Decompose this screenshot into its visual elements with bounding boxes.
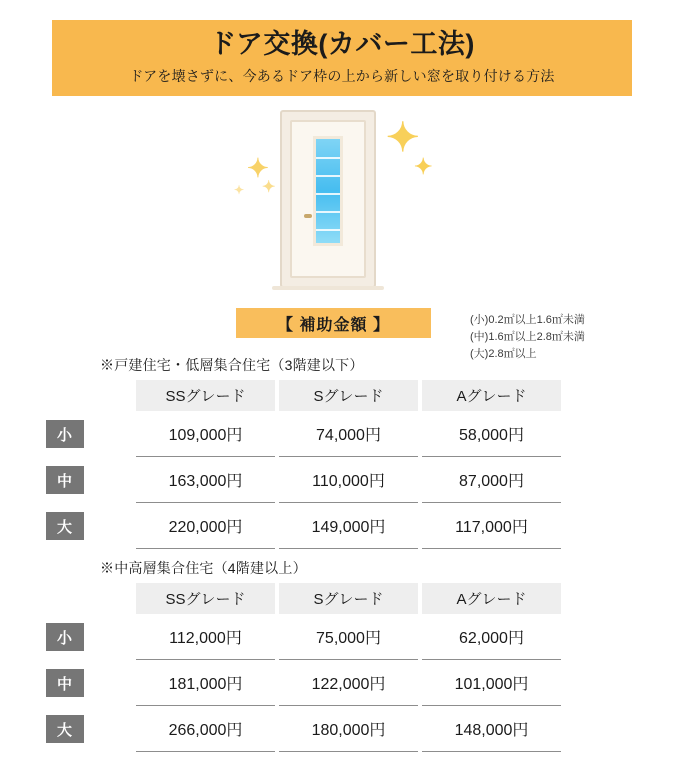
sparkle-icon: ✦ xyxy=(234,183,245,197)
column-header-a: Aグレード xyxy=(422,583,561,614)
door-frame-icon xyxy=(280,110,376,288)
sparkle-icon: ✦ xyxy=(247,153,269,183)
column-header-ss: SSグレード xyxy=(136,380,275,411)
column-header-s: Sグレード xyxy=(279,583,418,614)
table-cell: 112,000円 xyxy=(136,614,275,660)
door-handle-icon xyxy=(304,214,312,218)
table-cell: 58,000円 xyxy=(422,411,561,457)
table-cell: 62,000円 xyxy=(422,614,561,660)
row-size-badge: 小 xyxy=(46,623,84,651)
section-note-midrise: ※中高層集合住宅（4階建以上） xyxy=(100,560,307,576)
size-legend-medium: (中)1.6㎡以上2.8㎡未満 xyxy=(470,331,585,344)
column-header-a: Aグレード xyxy=(422,380,561,411)
sparkle-icon: ✦ xyxy=(386,116,420,160)
door-illustration xyxy=(0,100,683,295)
table-cell: 117,000円 xyxy=(422,503,561,549)
table-header-row xyxy=(136,380,561,411)
page-title: ドア交換(カバー工法) xyxy=(209,28,475,59)
table-cell: 181,000円 xyxy=(136,660,275,706)
sparkle-icon: ✦ xyxy=(414,154,433,179)
table-cell: 75,000円 xyxy=(279,614,418,660)
table-cell: 266,000円 xyxy=(136,706,275,752)
table-row xyxy=(56,660,561,706)
table-row xyxy=(56,457,561,503)
table-cell: 149,000円 xyxy=(279,503,418,549)
door-glass xyxy=(313,136,343,246)
table-cell: 101,000円 xyxy=(422,660,561,706)
table-cell: 74,000円 xyxy=(279,411,418,457)
table-cell: 180,000円 xyxy=(279,706,418,752)
row-size-badge: 中 xyxy=(46,466,84,494)
row-size-badge: 大 xyxy=(46,512,84,540)
table-cell: 220,000円 xyxy=(136,503,275,549)
door-panel xyxy=(290,120,366,278)
row-size-badge: 大 xyxy=(46,715,84,743)
table-row xyxy=(56,503,561,549)
column-header-ss: SSグレード xyxy=(136,583,275,614)
subsidy-amount-label: 【 補助金額 】 xyxy=(236,308,431,338)
table-cell: 122,000円 xyxy=(279,660,418,706)
table-cell: 110,000円 xyxy=(279,457,418,503)
size-legend-large: (大)2.8㎡以上 xyxy=(470,348,537,361)
subsidy-table-midrise xyxy=(56,583,561,752)
section-note-detached: ※戸建住宅・低層集合住宅（3階建以下） xyxy=(100,357,364,373)
subsidy-table-detached xyxy=(56,380,561,549)
column-header-s: Sグレード xyxy=(279,380,418,411)
sparkle-icon: ✦ xyxy=(262,179,276,196)
row-size-badge: 小 xyxy=(46,420,84,448)
table-row xyxy=(56,614,561,660)
header-banner xyxy=(52,20,632,96)
table-cell: 163,000円 xyxy=(136,457,275,503)
size-legend xyxy=(470,312,585,363)
table-cell: 87,000円 xyxy=(422,457,561,503)
row-size-badge: 中 xyxy=(46,669,84,697)
table-header-row xyxy=(136,583,561,614)
table-row xyxy=(56,411,561,457)
table-row xyxy=(56,706,561,752)
door-base xyxy=(272,286,384,290)
size-legend-small: (小)0.2㎡以上1.6㎡未満 xyxy=(470,314,585,326)
table-cell: 148,000円 xyxy=(422,706,561,752)
table-cell: 109,000円 xyxy=(136,411,275,457)
page-subtitle: ドアを壊さずに、今あるドア枠の上から新しい窓を取り付ける方法 xyxy=(129,68,555,85)
